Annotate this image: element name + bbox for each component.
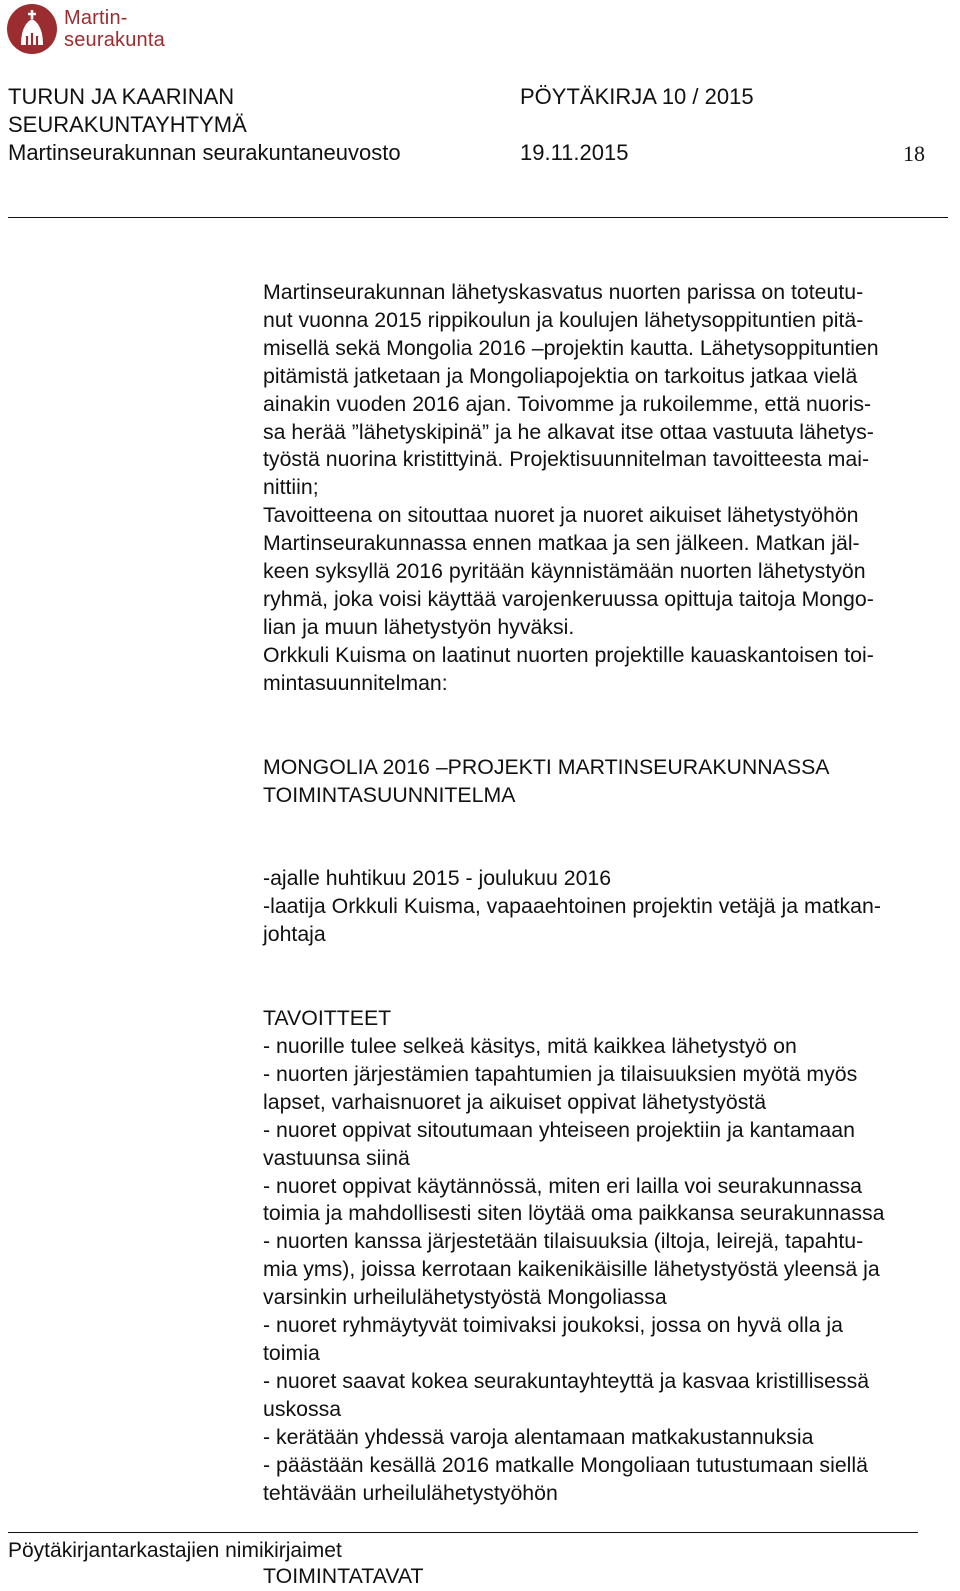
- list-item: - nuorten kanssa järjestetään tilaisuuksia (iltoja, leirejä, tapahtu-: [263, 1229, 864, 1254]
- logo: [6, 3, 165, 59]
- list-item: - nuorille tulee selkeä käsitys, mitä kaikkea lähetystyö on: [263, 1034, 797, 1059]
- document-title: PÖYTÄKIRJA 10 / 2015: [520, 84, 754, 109]
- intro-paragraph: [263, 279, 953, 698]
- text-line: nut vuonna 2015 rippikoulun ja koulujen lähetysoppituntien pitä-: [263, 307, 864, 332]
- org-line-2: SEURAKUNTAYHTYMÄ: [8, 112, 247, 137]
- church-cross-logo-icon: [6, 3, 58, 55]
- text-line: työstä nuorina kristittyinä. Projektisuunnitelman tavoitteesta mai-: [263, 447, 870, 472]
- plan-title-line-1: MONGOLIA 2016 –PROJEKTI MARTINSEURAKUNNASSA: [263, 754, 830, 779]
- text-line: keen syksyllä 2016 pyritään käynnistämään nuorten lähetystyön: [263, 559, 866, 584]
- logo-line-2: seurakunta: [64, 29, 165, 51]
- meeting-date: 19.11.2015: [520, 140, 629, 165]
- text-line: misellä sekä Mongolia 2016 –projektin kautta. Lähetysoppituntien: [263, 335, 879, 360]
- list-item: tehtävään urheilulähetystyöhön: [263, 1480, 558, 1505]
- text-line: ryhmä, joka voisi käyttää varojenkeruussa opittuja taitoja Mongo-: [263, 586, 874, 611]
- methods-heading: TOIMINTATAVAT: [263, 1564, 424, 1589]
- footer-initials-label: Pöytäkirjantarkastajien nimikirjaimet: [8, 1539, 342, 1562]
- plan-meta: [263, 865, 953, 949]
- list-item: - kerätään yhdessä varoja alentamaan matkakustannuksia: [263, 1424, 814, 1449]
- list-item: - nuorten järjestämien tapahtumien ja tilaisuuksien myötä myös: [263, 1061, 858, 1086]
- list-item: vastuunsa siinä: [263, 1145, 410, 1170]
- footer-rule: [8, 1532, 918, 1533]
- list-item: - nuoret ryhmäytyvät toimivaksi joukoksi, jossa on hyvä olla ja: [263, 1313, 843, 1338]
- text-line: -laatija Orkkuli Kuisma, vapaaehtoinen projektin vetäjä ja matkan-: [263, 894, 881, 919]
- text-line: mintasuunnitelman:: [263, 670, 448, 695]
- text-line: johtaja: [263, 922, 326, 947]
- text-line: ainakin vuoden 2016 ajan. Toivomme ja rukoilemme, että nuoris-: [263, 391, 872, 416]
- text-line: Martinseurakunnassa ennen matkaa ja sen jälkeen. Matkan jäl-: [263, 531, 860, 556]
- text-line: lian ja muun lähetystyön hyväksi.: [263, 614, 575, 639]
- list-item: - nuoret saavat kokea seurakuntayhteyttä ja kasvaa kristillisessä: [263, 1368, 870, 1393]
- list-item: varsinkin urheilulähetystyöstä Mongoliassa: [263, 1285, 667, 1310]
- header-rule: [8, 217, 948, 218]
- list-item: - päästään kesällä 2016 matkalle Mongoliaan tutustumaan siellä: [263, 1452, 868, 1477]
- plan-title-line-2: TOIMINTASUUNNITELMA: [263, 782, 516, 807]
- text-line: pitämistä jatketaan ja Mongoliapojektia on tarkoitus jatkaa vielä: [263, 363, 858, 388]
- text-line: -ajalle huhtikuu 2015 - joulukuu 2016: [263, 866, 612, 891]
- list-item: - nuoret oppivat käytännössä, miten eri lailla voi seurakunnassa: [263, 1173, 863, 1198]
- list-item: uskossa: [263, 1396, 342, 1421]
- document-body: [263, 279, 953, 1591]
- list-item: toimia ja mahdollisesti siten löytää oma paikkansa seurakunnassa: [263, 1201, 885, 1226]
- text-line: nittiin;: [263, 475, 319, 500]
- goals-list: [263, 1033, 953, 1507]
- org-line-1: TURUN JA KAARINAN: [8, 84, 235, 109]
- logo-wordmark: [64, 7, 165, 51]
- goals-heading: TAVOITTEET: [263, 1006, 392, 1031]
- page-number: 18: [903, 141, 925, 166]
- text-line: sa herää ”lähetyskipinä” ja he alkavat itse ottaa vastuuta lähetys-: [263, 419, 874, 444]
- logo-line-1: Martin-: [64, 7, 128, 29]
- list-item: mia yms), joissa kerrotaan kaikenikäisille lähetystyöstä yleensä ja: [263, 1257, 880, 1282]
- list-item: - nuoret oppivat sitoutumaan yhteiseen projektiin ja kantamaan: [263, 1117, 855, 1142]
- council-name: Martinseurakunnan seurakuntaneuvosto: [8, 140, 401, 165]
- text-line: Tavoitteena on sitouttaa nuoret ja nuoret aikuiset lähetystyöhön: [263, 503, 859, 528]
- list-item: toimia: [263, 1341, 320, 1365]
- plan-title: [263, 754, 953, 810]
- list-item: lapset, varhaisnuoret ja aikuiset oppivat lähetystyöstä: [263, 1089, 767, 1114]
- text-line: Martinseurakunnan lähetyskasvatus nuorten parissa on toteutu-: [263, 280, 864, 304]
- text-line: Orkkuli Kuisma on laatinut nuorten projektille kauaskantoisen toi-: [263, 642, 874, 667]
